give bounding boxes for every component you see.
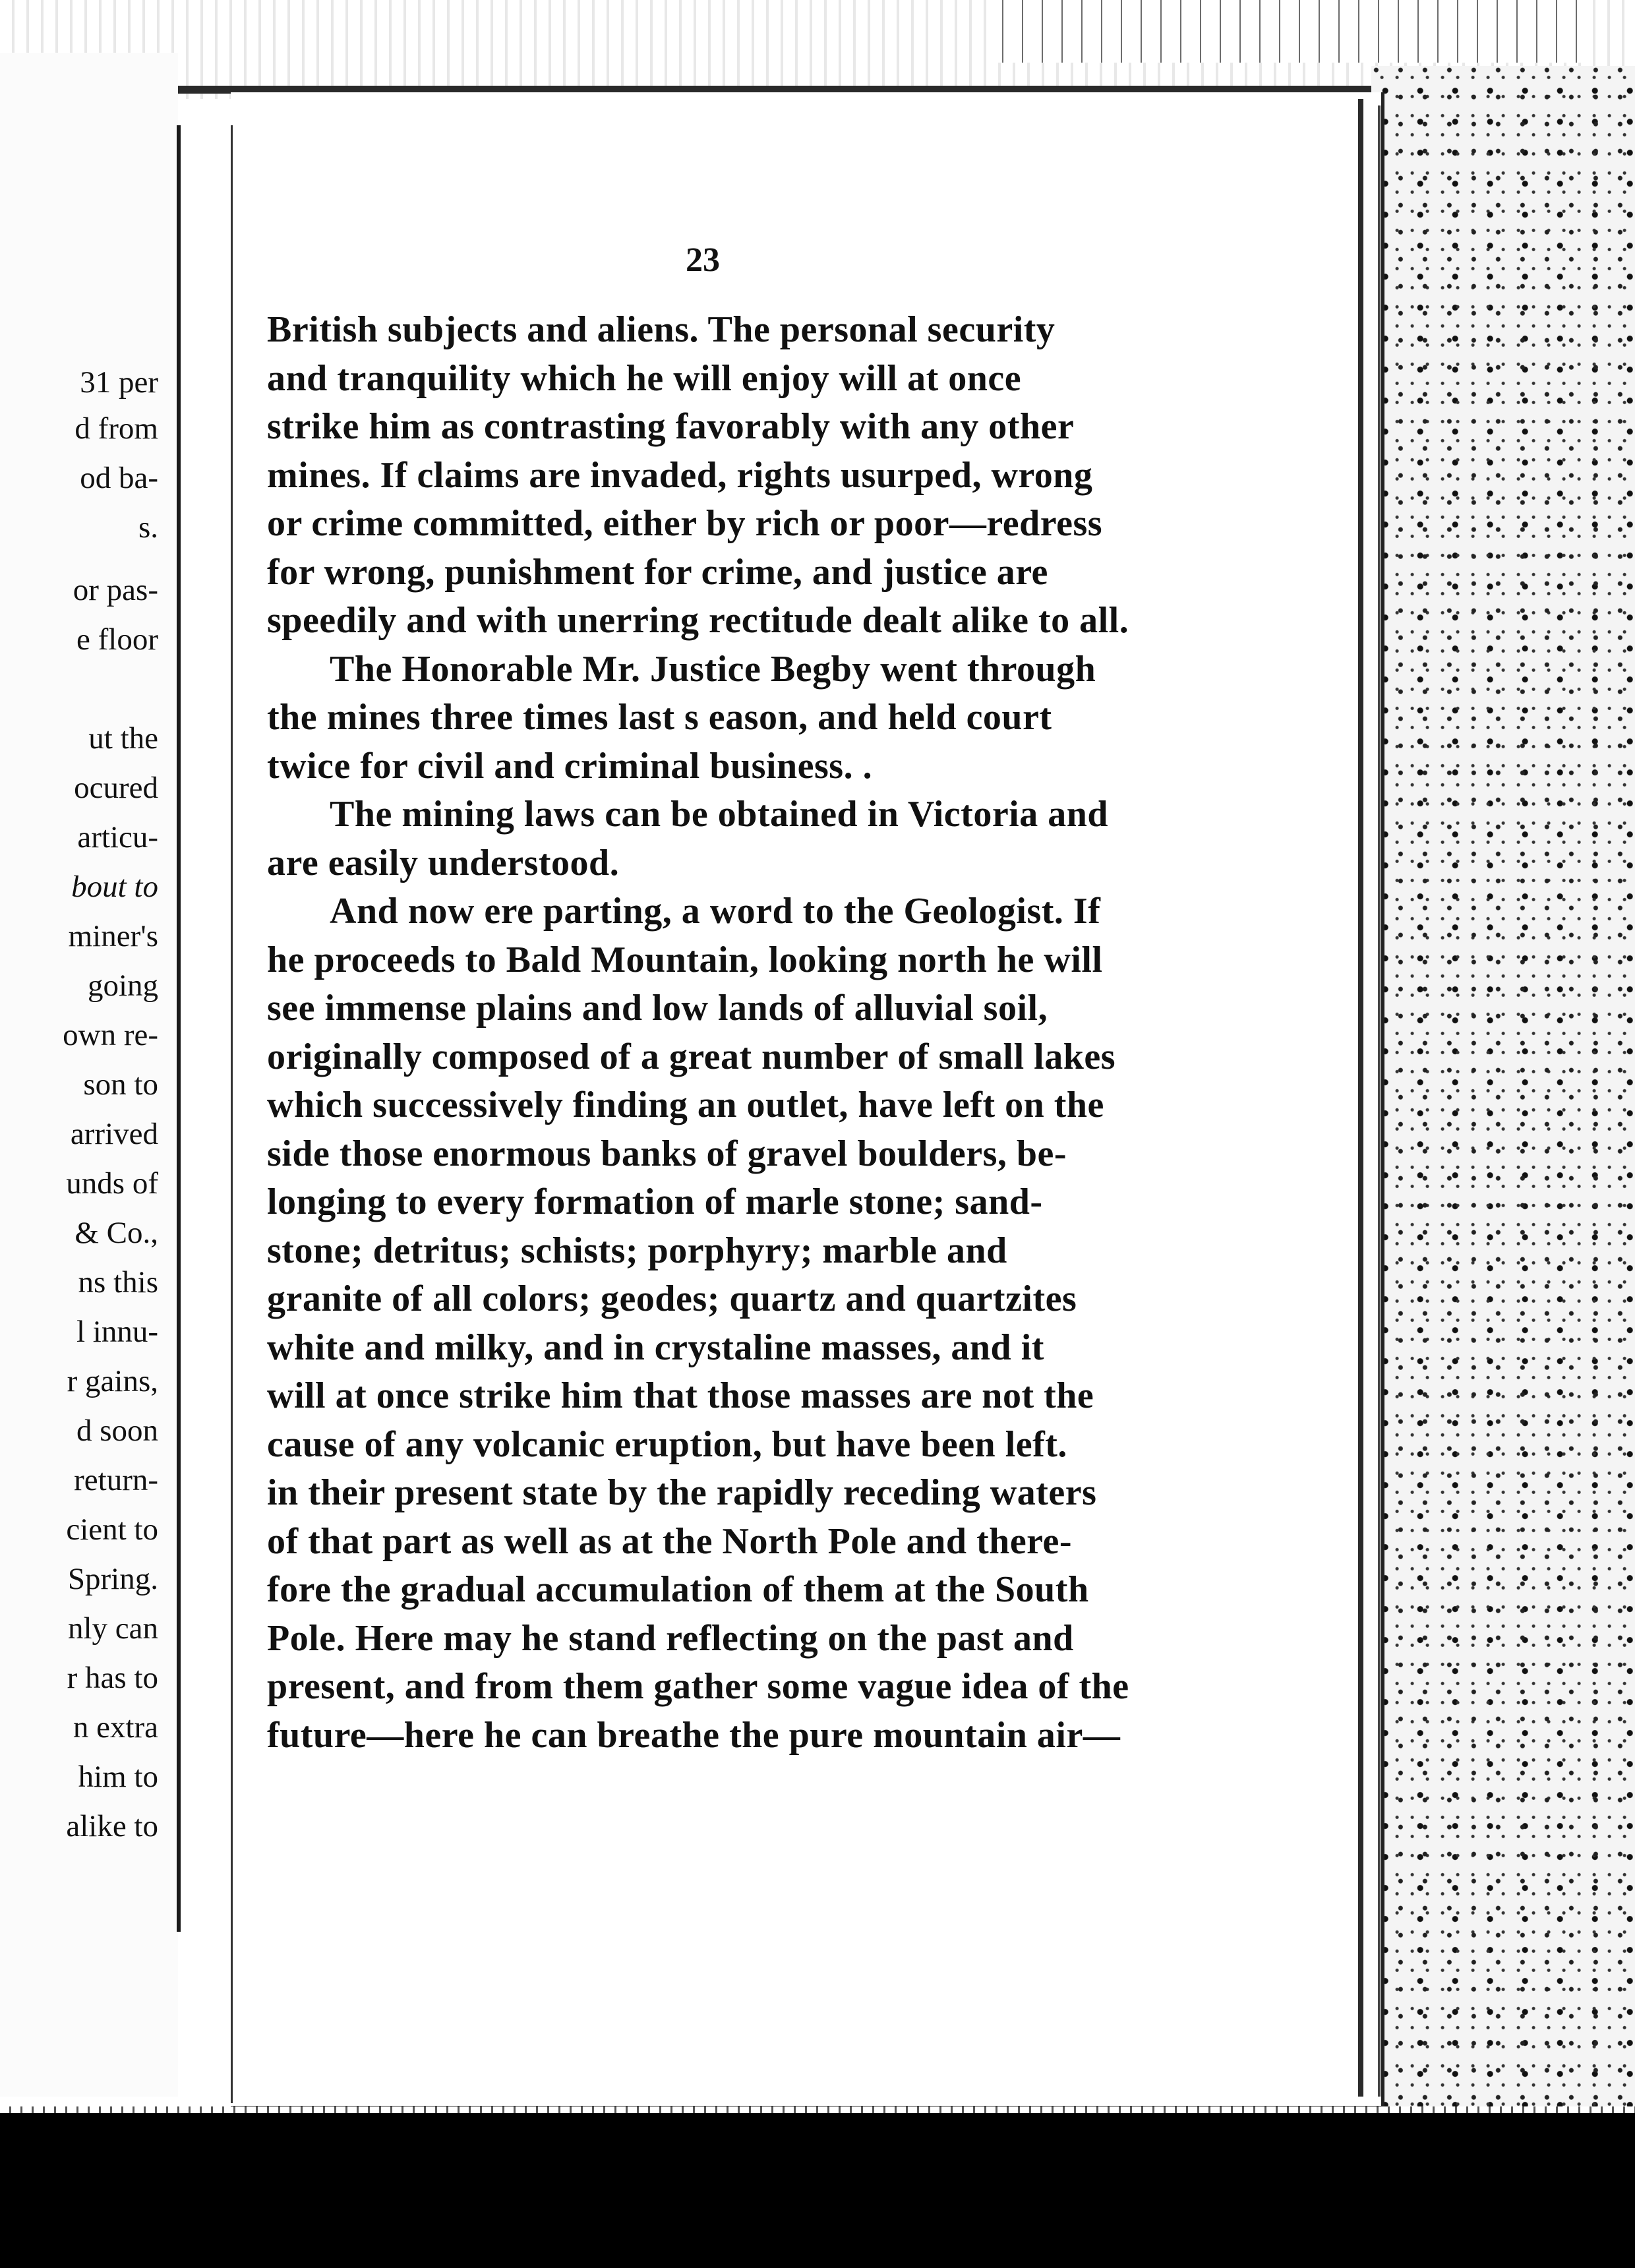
body-text-line: The mining laws can be obtained in Victoria and <box>330 794 1109 835</box>
main-page-right-edge-inner <box>1378 105 1381 2097</box>
left-page-fragment: or pas- <box>73 573 158 607</box>
speckled-background-strip <box>1371 66 1635 2110</box>
left-page-fragment: od ba- <box>80 461 158 495</box>
left-page-fragment: l innu- <box>76 1315 158 1349</box>
body-text-line: the mines three times last s eason, and held court <box>267 697 1052 738</box>
left-page-fragment: him to <box>78 1760 158 1794</box>
body-text-line: longing to every formation of marle stone; sand- <box>267 1181 1043 1222</box>
body-text-line: which successively finding an outlet, have left on the <box>267 1085 1104 1125</box>
body-text-line: will at once strike him that those masses are not the <box>267 1375 1094 1416</box>
left-page-fragment: articu- <box>77 820 158 854</box>
main-page-left-edge <box>231 125 233 2103</box>
body-text-line: of that part as well as at the North Pole and there- <box>267 1521 1073 1562</box>
body-text-line: see immense plains and low lands of alluvial soil, <box>267 988 1048 1029</box>
top-right-scan-noise <box>996 0 1589 63</box>
body-text-line: white and milky, and in crystaline masses, and it <box>267 1327 1044 1368</box>
main-page-right-edge <box>1358 99 1363 2097</box>
left-page-fragment: d soon <box>76 1414 158 1448</box>
left-gutter-shadow <box>177 125 181 1932</box>
body-text-line: strike him as contrasting favorably with any other <box>267 406 1075 447</box>
left-page-fragment: ns this <box>78 1265 158 1299</box>
body-text-line: British subjects and aliens. The personal security <box>267 309 1055 350</box>
left-page-fragment: 31 per <box>80 365 158 400</box>
body-text-line: Pole. Here may he stand reflecting on the past and <box>267 1618 1074 1659</box>
body-text-line: stone; detritus; schists; porphyry; marble and <box>267 1230 1007 1271</box>
left-page-fragment: arrived <box>70 1117 158 1151</box>
left-page-fragment: nly can <box>67 1611 158 1646</box>
left-page-fragment: ut the <box>88 721 158 756</box>
body-text-line: or crime committed, either by rich or poor—redress <box>267 503 1103 544</box>
left-page-fragment: ocured <box>74 771 158 805</box>
body-text-line: cause of any volcanic eruption, but have been left. <box>267 1424 1067 1465</box>
left-page-fragment: & Co., <box>74 1216 158 1250</box>
left-page-fragment: bout to <box>71 870 158 904</box>
body-text-line: in their present state by the rapidly receding waters <box>267 1472 1097 1513</box>
left-page-fragment: son to <box>83 1067 158 1102</box>
left-page-fragment: d from <box>74 411 158 446</box>
body-text-line: future—here he can breathe the pure mountain air— <box>267 1715 1121 1756</box>
body-text-line: twice for civil and criminal business. . <box>267 746 873 787</box>
left-page-fragment: alike to <box>66 1809 158 1843</box>
left-page-fragment: going <box>87 969 158 1003</box>
body-text-line: granite of all colors; geodes; quartz and quartzites <box>267 1278 1077 1319</box>
body-text-line: side those enormous banks of gravel boulders, be- <box>267 1133 1067 1174</box>
left-page-fragment: s. <box>138 510 158 545</box>
body-text-line: originally composed of a great number of small lakes <box>267 1036 1116 1077</box>
left-page-fragment: Spring. <box>67 1562 158 1596</box>
body-text-line: speedily and with unerring rectitude dealt alike to all. <box>267 600 1129 641</box>
bottom-black-margin <box>0 2113 1635 2268</box>
body-text-line: mines. If claims are invaded, rights usurped, wrong <box>267 455 1093 496</box>
body-text-line: The Honorable Mr. Justice Begby went through <box>330 649 1096 690</box>
left-page-fragment: own re- <box>63 1018 158 1052</box>
body-text-line: and tranquility which he will enjoy will at once <box>267 358 1022 399</box>
body-text-line: are easily understood. <box>267 843 620 883</box>
body-text-line: fore the gradual accumulation of them at the South <box>267 1569 1089 1610</box>
left-page-fragment: return- <box>74 1463 158 1497</box>
left-page-fragment: n extra <box>73 1710 158 1745</box>
body-text-line: present, and from them gather some vague idea of the <box>267 1666 1129 1707</box>
body-text-line: for wrong, punishment for crime, and justice are <box>267 552 1048 593</box>
left-page-fragment: miner's <box>68 919 158 953</box>
left-page-fragment: unds of <box>66 1166 158 1201</box>
left-facing-page <box>0 53 178 2097</box>
body-text-line: And now ere parting, a word to the Geologist. If <box>330 891 1101 932</box>
left-page-fragment: r has to <box>67 1661 158 1695</box>
left-page-fragment: r gains, <box>67 1364 158 1398</box>
left-page-fragment: cient to <box>66 1512 158 1547</box>
body-text-line: he proceeds to Bald Mountain, looking north he will <box>267 940 1103 980</box>
left-page-fragment: e floor <box>76 622 158 657</box>
page-number: 23 <box>686 241 720 279</box>
